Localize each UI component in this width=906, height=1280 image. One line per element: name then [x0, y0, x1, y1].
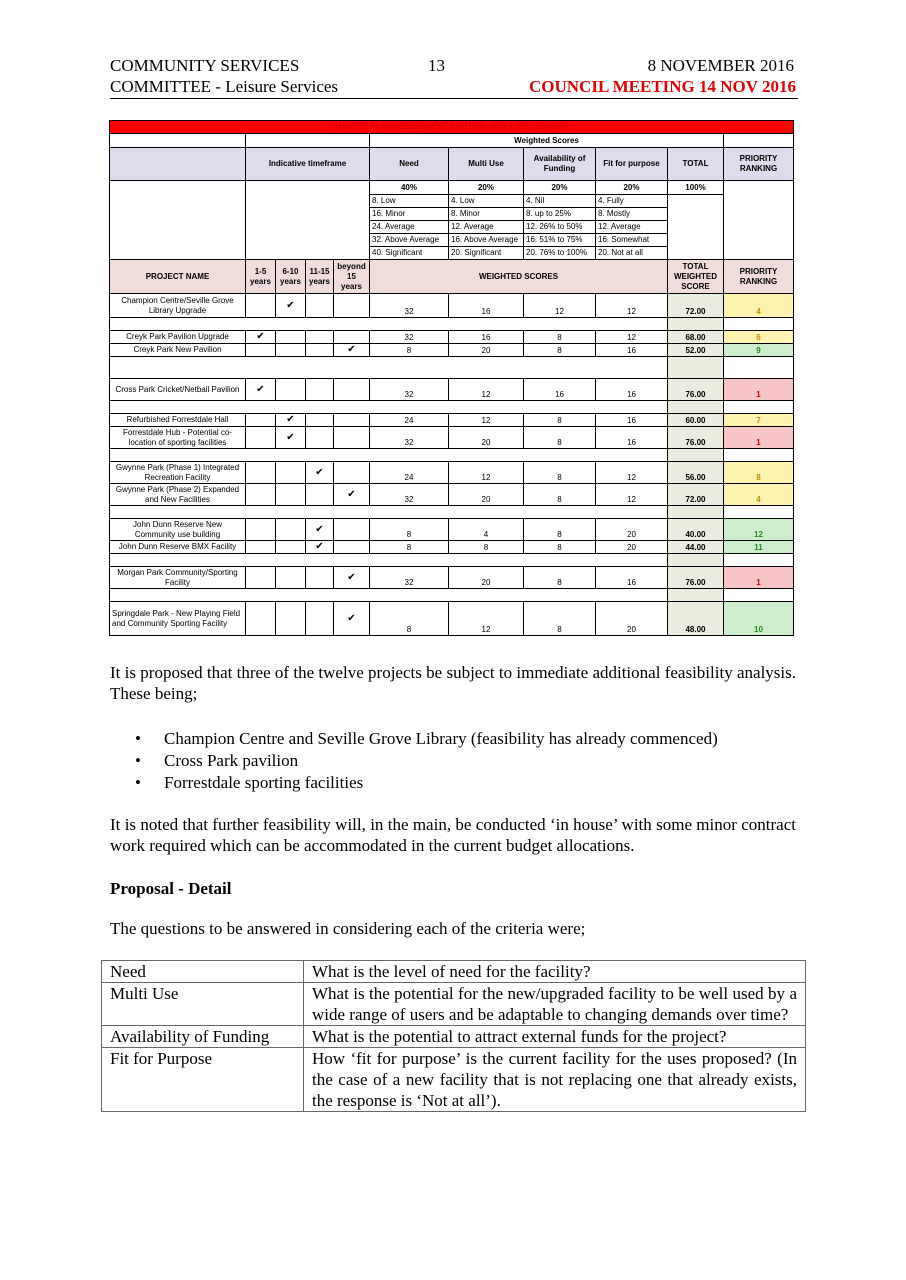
score-fund: 8	[524, 414, 596, 427]
multi-use-header: Multi Use	[449, 148, 524, 181]
criteria-cell: 16. Somewhat	[596, 234, 668, 247]
question-cell: What is the level of need for the facility?	[304, 961, 806, 983]
priority-rank: 12	[724, 519, 794, 541]
timeframe-cell	[334, 484, 370, 506]
checkmark-icon: ✔	[256, 383, 265, 395]
spacer-cell	[668, 318, 724, 331]
score-need: 8	[370, 519, 449, 541]
score-need: 24	[370, 414, 449, 427]
criterion-cell: Availability of Funding	[102, 1026, 304, 1048]
priority-ranking-header: PRIORITY RANKING	[724, 260, 794, 294]
score-fit: 20	[596, 602, 668, 636]
priority-rank: 1	[724, 427, 794, 449]
feasibility-paragraph: It is noted that further feasibility will, in the main, be conducted ‘in house’ with some minor contract work required which can be accommodated in the current budget allocations.	[110, 815, 796, 855]
spacer-row	[110, 506, 794, 519]
checkmark-icon: ✔	[315, 466, 324, 478]
header-divider	[110, 98, 798, 99]
timeframe-cell	[334, 414, 370, 427]
timeframe-cell	[306, 414, 334, 427]
criteria-cell: 20. 76% to 100%	[524, 247, 596, 260]
criteria-cell: 4. Nil	[524, 195, 596, 208]
timeframe-cell	[276, 462, 306, 484]
timeframe-cell	[306, 602, 334, 636]
project-name: Springdale Park - New Playing Field and Community Sporting Facility	[110, 602, 246, 636]
need-header: Need	[370, 148, 449, 181]
timeframe-cell	[334, 331, 370, 344]
score-multi: 12	[449, 414, 524, 427]
timeframe-cell	[276, 331, 306, 344]
criteria-cell: 4. Fully	[596, 195, 668, 208]
project-name: Forrestdale Hub - Potential co-location of sporting facilities	[110, 427, 246, 449]
criteria-cell: 24. Average	[370, 221, 449, 234]
score-fit: 12	[596, 294, 668, 318]
score-need: 32	[370, 427, 449, 449]
total-score: 76.00	[668, 567, 724, 589]
timeframe-cell	[246, 331, 276, 344]
header-committee-line2: COMMITTEE - Leisure Services	[110, 77, 339, 96]
timeframe-cell	[306, 567, 334, 589]
project-name: Gwynne Park (Phase 1) Integrated Recreation Facility	[110, 462, 246, 484]
score-need: 32	[370, 484, 449, 506]
score-need: 32	[370, 331, 449, 344]
priority-rank: 8	[724, 462, 794, 484]
table-row	[110, 602, 794, 636]
score-multi: 20	[449, 484, 524, 506]
score-multi: 12	[449, 379, 524, 401]
spacer-cell	[110, 449, 668, 462]
checkmark-icon: ✔	[347, 571, 356, 583]
table-row	[110, 294, 794, 318]
timeframe-cell	[246, 484, 276, 506]
total-score: 72.00	[668, 294, 724, 318]
score-need: 8	[370, 602, 449, 636]
funding-header: Availability of Funding	[524, 148, 596, 181]
spacer-cell	[110, 318, 668, 331]
score-multi: 12	[449, 462, 524, 484]
timeframe-cell	[276, 519, 306, 541]
spacer-row	[110, 589, 794, 602]
priority-rank: 6	[724, 331, 794, 344]
spacer-cell	[724, 357, 794, 379]
list-item: • Cross Park pavilion	[110, 750, 718, 772]
fit-header: Fit for purpose	[596, 148, 668, 181]
criteria-cell: 8. Minor	[449, 208, 524, 221]
score-multi: 12	[449, 602, 524, 636]
timeframe-cell	[276, 379, 306, 401]
weighted-scores-header: WEIGHTED SCORES	[370, 260, 668, 294]
header-meeting: COUNCIL MEETING 14 NOV 2016	[529, 77, 796, 96]
checkmark-icon: ✔	[286, 431, 295, 443]
table-row	[102, 1026, 806, 1048]
spacer-row	[110, 401, 794, 414]
priority-rank: 9	[724, 344, 794, 357]
timeframe-beyond-15: beyond 15 years	[334, 260, 370, 294]
checkmark-icon: ✔	[347, 612, 356, 624]
score-fit: 16	[596, 414, 668, 427]
timeframe-cell	[334, 462, 370, 484]
priority-rank: 4	[724, 484, 794, 506]
criteria-cell: 8. Mostly	[596, 208, 668, 221]
score-fund: 8	[524, 602, 596, 636]
table-row	[110, 541, 794, 554]
timeframe-cell	[246, 519, 276, 541]
total-score: 60.00	[668, 414, 724, 427]
spacer-cell	[724, 506, 794, 519]
weight-multi: 20%	[449, 181, 524, 195]
criteria-cell: 16. Above Average	[449, 234, 524, 247]
priority-rank: 1	[724, 379, 794, 401]
priority-rank: 7	[724, 414, 794, 427]
total-score: 72.00	[668, 484, 724, 506]
criterion-cell: Need	[102, 961, 304, 983]
project-name: John Dunn Reserve New Community use building	[110, 519, 246, 541]
spacer-cell	[110, 589, 668, 602]
score-fit: 12	[596, 331, 668, 344]
project-name: John Dunn Reserve BMX Facility	[110, 541, 246, 554]
timeframe-cell	[334, 379, 370, 401]
score-fund: 8	[524, 344, 596, 357]
project-name: Champion Centre/Seville Grove Library Upgrade	[110, 294, 246, 318]
total-score: 52.00	[668, 344, 724, 357]
timeframe-cell	[276, 602, 306, 636]
timeframe-cell	[334, 602, 370, 636]
score-fit: 20	[596, 519, 668, 541]
total-score: 40.00	[668, 519, 724, 541]
spacer-cell	[724, 318, 794, 331]
criterion-cell: Multi Use	[102, 983, 304, 1026]
spacer-cell	[110, 554, 668, 567]
table-row	[110, 344, 794, 357]
score-need: 24	[370, 462, 449, 484]
section-heading: Proposal - Detail	[110, 879, 232, 898]
spacer-row	[110, 318, 794, 331]
total-score: 68.00	[668, 331, 724, 344]
table-row	[110, 427, 794, 449]
score-fund: 12	[524, 294, 596, 318]
criteria-questions-table	[101, 960, 806, 1112]
timeframe-cell	[306, 331, 334, 344]
timeframe-cell	[334, 344, 370, 357]
timeframe-cell	[334, 541, 370, 554]
table-row	[110, 331, 794, 344]
checkmark-icon: ✔	[347, 488, 356, 500]
header-committee-line1: COMMUNITY SERVICES	[110, 56, 300, 75]
timeframe-cell	[306, 427, 334, 449]
criteria-cell: 20. Not at all	[596, 247, 668, 260]
timeframe-cell	[334, 427, 370, 449]
criteria-cell: 20. Significant	[449, 247, 524, 260]
score-fit: 16	[596, 427, 668, 449]
criteria-cell: 12. 26% to 50%	[524, 221, 596, 234]
priority-header: PRIORITY RANKING	[724, 148, 794, 181]
criteria-cell: 16. 51% to 75%	[524, 234, 596, 247]
spacer-cell	[668, 401, 724, 414]
score-fit: 16	[596, 379, 668, 401]
score-fit: 12	[596, 484, 668, 506]
timeframe-cell	[306, 541, 334, 554]
criteria-cell: 32. Above Average	[370, 234, 449, 247]
total-score: 76.00	[668, 427, 724, 449]
score-fund: 8	[524, 427, 596, 449]
score-fund: 8	[524, 519, 596, 541]
timeframe-cell	[306, 462, 334, 484]
table-row	[110, 484, 794, 506]
timeframe-cell	[246, 541, 276, 554]
score-multi: 20	[449, 567, 524, 589]
score-multi: 16	[449, 294, 524, 318]
priority-rank: 11	[724, 541, 794, 554]
score-fit: 16	[596, 344, 668, 357]
criteria-cell: 16. Minor	[370, 208, 449, 221]
page-number: 13	[428, 56, 445, 75]
spacer-cell	[110, 506, 668, 519]
table-row	[102, 983, 806, 1026]
matrix-title: MASTER PLAN ASSESSMENT CRITERIA WEIGHTED SCORES	[110, 121, 794, 134]
score-fund: 8	[524, 567, 596, 589]
score-multi: 8	[449, 541, 524, 554]
score-multi: 16	[449, 331, 524, 344]
spacer-row	[110, 554, 794, 567]
criteria-cell: 40. Significant	[370, 247, 449, 260]
total-score: 76.00	[668, 379, 724, 401]
total-score: 56.00	[668, 462, 724, 484]
timeframe-cell	[334, 519, 370, 541]
table-row	[102, 961, 806, 983]
spacer-cell	[724, 554, 794, 567]
score-need: 32	[370, 294, 449, 318]
table-row	[110, 519, 794, 541]
spacer-cell	[724, 401, 794, 414]
questions-intro: The questions to be answered in considering each of the criteria were;	[110, 919, 586, 938]
project-name: Gwynne Park (Phase 2) Expanded and New Facilities	[110, 484, 246, 506]
weight-fit: 20%	[596, 181, 668, 195]
checkmark-icon: ✔	[315, 541, 324, 552]
spacer-cell	[668, 506, 724, 519]
criteria-cell: 12. Average	[596, 221, 668, 234]
checkmark-icon: ✔	[256, 331, 265, 342]
score-fund: 8	[524, 462, 596, 484]
criteria-cell: 8. up to 25%	[524, 208, 596, 221]
table-row	[110, 414, 794, 427]
timeframe-cell	[276, 567, 306, 589]
checkmark-icon: ✔	[286, 414, 295, 425]
timeframe-cell	[246, 414, 276, 427]
priority-rank: 10	[724, 602, 794, 636]
timeframe-cell	[276, 294, 306, 318]
spacer-cell	[724, 449, 794, 462]
timeframe-cell	[276, 484, 306, 506]
assessment-matrix	[109, 120, 794, 636]
timeframe-6-10: 6-10 years	[276, 260, 306, 294]
weight-funding: 20%	[524, 181, 596, 195]
timeframe-11-15: 11-15 years	[306, 260, 334, 294]
project-name: Creyk Park New Pavilion	[110, 344, 246, 357]
question-cell: How ‘fit for purpose’ is the current facility for the uses proposed? (In the case of a new facility that is not replacing one that already exists, the response is ‘Not at all’).	[304, 1048, 806, 1112]
criterion-cell: Fit for Purpose	[102, 1048, 304, 1112]
timeframe-cell	[246, 462, 276, 484]
header-date: 8 NOVEMBER 2016	[647, 56, 794, 75]
project-name: Creyk Park Pavilion Upgrade	[110, 331, 246, 344]
timeframe-cell	[334, 567, 370, 589]
list-item: • Forrestdale sporting facilities	[110, 772, 718, 794]
table-row	[102, 1048, 806, 1112]
timeframe-cell	[246, 344, 276, 357]
project-name-header: PROJECT NAME	[110, 260, 246, 294]
intro-paragraph: It is proposed that three of the twelve projects be subject to immediate additional feasibility analysis. These being;	[110, 663, 796, 703]
score-multi: 20	[449, 344, 524, 357]
score-fund: 8	[524, 484, 596, 506]
timeframe-cell	[276, 427, 306, 449]
checkmark-icon: ✔	[347, 344, 356, 355]
timeframe-cell	[246, 567, 276, 589]
timeframe-cell	[246, 602, 276, 636]
spacer-row	[110, 357, 794, 379]
timeframe-1-5: 1-5 years	[246, 260, 276, 294]
total-header: TOTAL	[668, 148, 724, 181]
spacer-cell	[110, 357, 668, 379]
question-cell: What is the potential for the new/upgraded facility to be well used by a wide range of users and be adaptable to changing demands over time?	[304, 983, 806, 1026]
criteria-cell: 8. Low	[370, 195, 449, 208]
timeframe-header: Indicative timeframe	[246, 148, 370, 181]
table-row	[110, 567, 794, 589]
score-fund: 8	[524, 541, 596, 554]
score-fund: 16	[524, 379, 596, 401]
timeframe-cell	[276, 541, 306, 554]
priority-rank: 4	[724, 294, 794, 318]
score-fund: 8	[524, 331, 596, 344]
timeframe-cell	[306, 294, 334, 318]
weighted-scores-label: Weighted Scores	[370, 134, 724, 148]
total-score: 48.00	[668, 602, 724, 636]
table-row	[110, 462, 794, 484]
total-score: 44.00	[668, 541, 724, 554]
spacer-cell	[110, 401, 668, 414]
score-multi: 4	[449, 519, 524, 541]
weight-need: 40%	[370, 181, 449, 195]
timeframe-cell	[306, 519, 334, 541]
score-fit: 20	[596, 541, 668, 554]
score-need: 32	[370, 567, 449, 589]
criteria-cell: 12. Average	[449, 221, 524, 234]
score-need: 8	[370, 541, 449, 554]
list-item: • Champion Centre and Seville Grove Library (feasibility has already commenced)	[110, 728, 718, 750]
spacer-cell	[668, 357, 724, 379]
score-fit: 16	[596, 567, 668, 589]
timeframe-cell	[246, 427, 276, 449]
timeframe-cell	[306, 379, 334, 401]
score-fit: 12	[596, 462, 668, 484]
timeframe-cell	[276, 414, 306, 427]
table-row	[110, 379, 794, 401]
spacer-cell	[724, 589, 794, 602]
checkmark-icon: ✔	[286, 299, 295, 311]
feasibility-project-list	[110, 728, 718, 794]
project-name: Cross Park Cricket/Netball Pavilion	[110, 379, 246, 401]
total-weighted-header: TOTAL WEIGHTED SCORE	[668, 260, 724, 294]
criteria-cell: 4. Low	[449, 195, 524, 208]
question-cell: What is the potential to attract external funds for the project?	[304, 1026, 806, 1048]
spacer-row	[110, 449, 794, 462]
score-need: 8	[370, 344, 449, 357]
checkmark-icon: ✔	[315, 523, 324, 535]
weight-total: 100%	[668, 181, 724, 195]
spacer-cell	[668, 449, 724, 462]
priority-rank: 1	[724, 567, 794, 589]
spacer-cell	[668, 554, 724, 567]
timeframe-cell	[246, 379, 276, 401]
timeframe-cell	[306, 484, 334, 506]
score-need: 32	[370, 379, 449, 401]
spacer-cell	[668, 589, 724, 602]
score-multi: 20	[449, 427, 524, 449]
timeframe-cell	[276, 344, 306, 357]
project-name: Refurbished Forrestdale Hall	[110, 414, 246, 427]
timeframe-cell	[334, 294, 370, 318]
project-name: Morgan Park Community/Sporting Facility	[110, 567, 246, 589]
timeframe-cell	[306, 344, 334, 357]
timeframe-cell	[246, 294, 276, 318]
